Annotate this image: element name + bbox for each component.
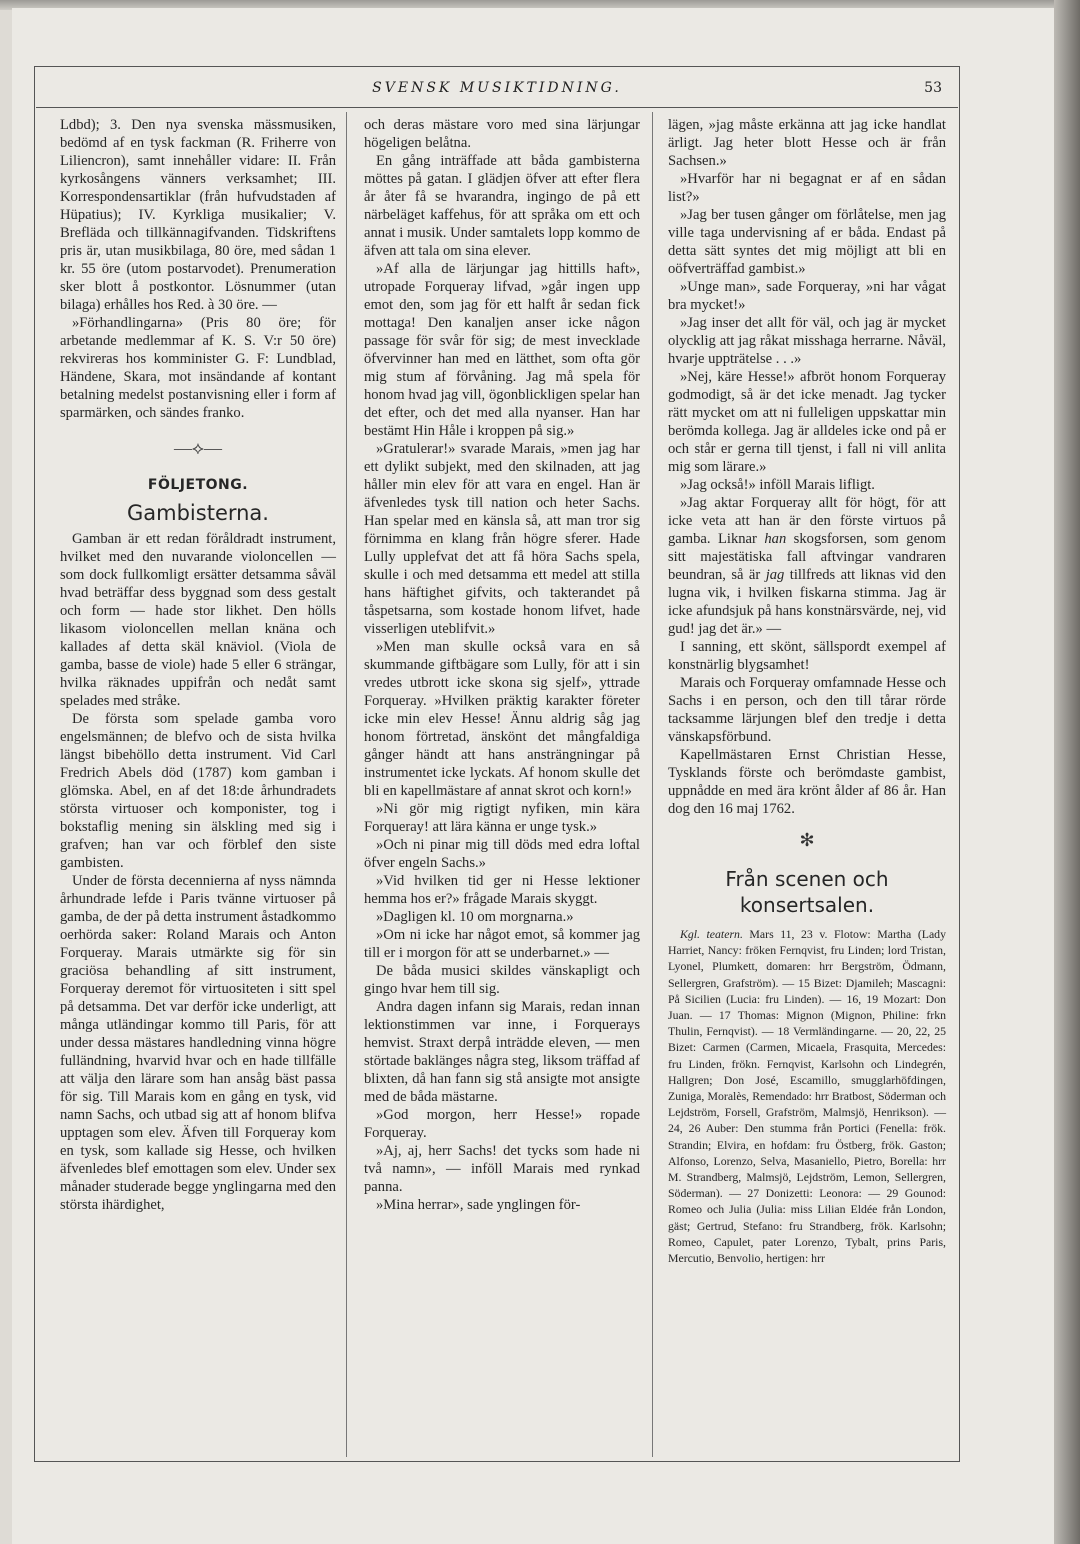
italic-word: jag [765,567,785,583]
story-paragraph: »Mina herrar», sade ynglingen för- [376,1197,581,1213]
running-header [36,78,958,102]
story-paragraph: De första som spelade gamba voro engelsmännen; de blefvo och de sista hvilka längst bibehöllo detta instrument. Vid Carl Fredrich Abels död (1787) kom gamban i glömska. Abel, en af det 18:de århundradets största virtuoser och komponister, tog i bokstaflig mening sin älskling med sig i grafven; han var och förblef den siste gambisten. [60,711,336,871]
story-paragraph: En gång inträffade att båda gambisterna möttes på gatan. I glädjen öfver att efter flera år åter få se hvarandra, ingingo de på ett närbeläget kaffehus, för att språka om ett och annat i musik. Under samtalets lopp kommo de äfven att tala om sina elever. [364,153,640,259]
column1-notice: »Förhandlingarna» (Pris 80 öre; för arbetande medlemmar af K. S. V:r 50 öre) rekvireras hos komminister G. F: Lundblad, Händene, Skara, mot insändande af kontant betalning medelst postanvisning eller i form af sparmärken, och sändes franko. [60,315,336,421]
column-2 [364,116,640,1214]
story-paragraph: »Ni gör mig rigtigt nyfiken, min kära Forqueray! att lära känna er unge tysk.» [364,801,640,835]
story-paragraph: Gamban är ett redan föråldradt instrument, hvilket med den nuvarande violoncellen — som dock fullkomligt ersätter detsamma såväl hvad beträffar dess byggnad som dess gestalt och form — hade stor likhet. Den hölls likasom violoncellen mellan knäna och kallades af detta skäl knäviol. (Viola de gamba, basse de viole) hade 5 eller 6 strängar, hvilka räknades uppifrån och nedåt samt spelades med stråke. [60,531,336,709]
column1-intro: Ldbd); 3. Den nya svenska mässmusiken, bedömd af en tysk fackman (R. Friherre von Liliencron), samt innehåller vidare: II. Från kyrkosångens vänners verksamhet; III. Korrespondensartiklar (från hufvudstaden af Hüpatius); IV. Kyrkliga musikalier; V. Brefläda och tillkännagifvanden. Tidskriftens pris är, utan musikbilaga, 80 öre, med sådan 1 kr. 55 öre (utom postarvodet). Prenumeration sker blott å postkontor. Lösnummer (utan bilaga) erhålles hos Red. à 30 öre. — [60,117,336,313]
story-paragraph: »Jag inser det allt för väl, och jag är mycket olycklig att jag råkat misshaga herrarne. Nåväl, hvarje uppträtelse . . .» [668,315,946,367]
text-run: »Jag aktar Forqueray allt för högt, för att icke veta att han är den förste virtuos på gamba. Liknar [668,495,946,547]
story-paragraph: Under de första decennierna af nyss nämnda århundrade lefde i Paris tvänne virtuoser på gamba, de der på detta instrument åstadkommo oerhörda saker: Roland Marais och Anton Forqueray. Marais utmärkte sig för sin graciösa behandling af sitt instrument, Forqueray deremot för virtuositeten i sitt spel på detsamma. Det var derför icke underligt, att många utländingar kommo till Paris, för att under dessa mästares handledning vinna högre fulländning, hvarvid hvar och en hade tillfälle att välja den lärare som han ansåg bäst passa för sig. Till Marais kom en gång en tysk, vid namn Sachs, och utbad sig att af honom blifva upptagen som elev. Äfven till Forqueray kom en tysk, som kallade sig Hesse, och hvilken äfvenledes blef emottagen som elev. Under sex månader studerade begge ynglingarna med den största ihärdighet, [60,873,336,1213]
story-paragraph: lägen, »jag måste erkänna att jag icke handlat ärligt. Jag heter blott Hesse och är från Sachsen.» [668,117,946,169]
story-paragraph: Kapellmästaren Ernst Christian Hesse, Tysklands förste och berömdaste gambist, uppnådde en med ära krönt ålder af 86 år. Han dog den 16 maj 1762. [668,747,946,817]
story-paragraph: »Dagligen kl. 10 om morgnarna.» [376,909,574,925]
story-title: Gambisterna. [127,501,269,525]
ornament-flourish: —⟡— [174,438,222,458]
story-paragraph: »Vid hvilken tid ger ni Hesse lektioner hemma hos er?» frågade Marais skyggt. [364,873,640,907]
story-paragraph [668,494,946,638]
header-rule [36,107,958,108]
journal-title: SVENSK MUSIKTIDNING. [372,80,622,96]
theatre-listing [668,926,946,1266]
section-title: Från scenen och konsertsalen. [725,867,889,917]
story-paragraph: I sanning, ett skönt, sällspordt exempel af konstnärlig blygsamhet! [668,639,946,673]
story-paragraph: »Gratulerar!» svarade Marais, »men jag har ett dylikt subjekt, med den skilnaden, att jag håller min elev för att vara en engel. Han är äfvenledes tysk till nation och heter Sachs. Han spelar med en känsla så, att man tror sig förnimma en klang från högre sferer. Hade Lully upplefvat det att få höra Sachs spela, skulle i och med detsamma ett medel att stilla hans häftighet gifvits, och takterandet på tåspetsarna, som kostade honom lifvet, hade visserligen uteblifvit.» [364,441,640,637]
story-paragraph: De båda musici skildes vänskapligt och gingo hvar hem till sig. [364,963,640,997]
story-paragraph: »Af alla de lärjungar jag hittills haft», utropade Forqueray lifvad, »går ingen upp emot den, som jag för ett halft år sedan fick mottaga! Den kanaljen anser icke någon passage för svår för sig; de mest invecklade öfvervinner han med en lätthet, som ofta gör mig stum af förvåning. Jag må spela för honom hvad jag vill, ögonblickligen spelar han det efter, och det med alla nyanser. Han har bestämt Hin Håle i kroppen på sig.» [364,261,640,439]
story-paragraph: »Hvarför har ni begagnat er af en sådan list?» [668,171,946,205]
italic-word: han [764,531,787,547]
column-divider-2 [652,112,653,1457]
story-paragraph: »God morgon, herr Hesse!» ropade Forqueray. [364,1107,640,1141]
page-number: 53 [924,80,942,96]
story-paragraph: Marais och Forqueray omfamnade Hesse och Sachs i en person, och den till tårar rörde tacksamme lärjungen blef den tredje i detta vänskapsförbund. [668,675,946,745]
listing-lead: Kgl. teatern. [680,927,743,941]
story-paragraph: och deras mästare voro med sina lärjungar högeligen belåtna. [364,117,640,151]
text-run: tillfreds att liknas vid den lugna vik, i hvilken fiskarna stimma. Jag är icke afundsjuk på hans konstnärsvärde, nej, vid gud! jag det är.» — [668,567,946,637]
listing-text: Mars 11, 23 v. Flotow: Martha (Lady Harriet, Nancy: fröken Fernqvist, fru Linden; lord Tristan, Lyonel, Plumkett, domaren: hrr Bergström, Ödmann, Sellergren, Grafström). — 15 Bizet: Djamileh; Mascagni: På Sicilien (Lucia: fru Linden). — 16, 19 Mozart: Don Juan. — 17 Thomas: Mignon (Mignon, Philine: frkn Thulin, Fernqvist). — 18 Vermländingarne. — 20, 22, 25 Bizet: Carmen (Carmen, Micaela, Frasquita, Mercedes: fru Linden, frökn. Fernqvist, Karlsohn och Lindegrén, Hallgren; Don José, Escamillo, smugglarhöfdingen, Zuniga, Moralès, Remendado: hrr Bratbost, Söderman och Lejdström, Forsell, Grafström, Malmsjö, Henrikson). — 24, 26 Auber: Den stumma från Portici (Fenella: frök. Strandin; Elvira, en hofdam: fru Östberg, frök. Gaston; Alfonso, Lorenzo, Selva, Masaniello, Pietro, Borella: hrr M. Strandberg, Malmsjö, Lejdström, Lemon, Sellergren, Söderman). — 27 Donizetti: Leonora: — 29 Gounod: Romeo och Julia (Julia: miss Lilian Eldée från London, gäst; Gertrud, Stefano: fru Strandberg, frök. Karlsohn; Romeo, Capulet, pater Lorenzo, Tybalt, prins Paris, Mercutio, Benvolio, hertigen: hrr [668,927,946,1266]
column-divider-1 [346,112,347,1457]
column-3 [668,116,946,1266]
column-1 [60,116,336,1214]
text-run: skogsforsen, som genom sitt majestätiska fall aftvingar vandraren beundran, så är [668,531,946,583]
story-paragraph: »Unge man», sade Forqueray, »ni har vågat bra mycket!» [668,279,946,313]
ornament-asterisk: ✻ [799,830,815,850]
story-paragraph: »Jag också!» inföll Marais lifligt. [680,477,875,493]
section-label: FÖLJETONG. [147,477,249,493]
story-paragraph: »Aj, aj, herr Sachs! det tycks som hade ni två namn», — inföll Marais med rynkad panna. [364,1143,640,1195]
story-paragraph: »Och ni pinar mig till döds med edra loftal öfver engeln Sachs.» [364,837,640,871]
book-binding-edge [1054,0,1080,1544]
story-paragraph: »Men man skulle också vara en så skummande giftbägare som Lully, för att i sin vredes utbrott icke skona sig sjelf», yttrade Forqueray. »Hvilken präktig karakter företer icke min elev Hesse! Ännu aldrig såg jag honom förtretad, änskönt det mångfaldiga gånger händt att hans ansträngningar på instrumentet icke lyckats. Af honom skulle det bli en kapellmästare af annat skrot och korn!» [364,639,640,799]
story-paragraph: »Nej, käre Hesse!» afbröt honom Forqueray godmodigt, så är det icke menadt. Jag tycker rätt mycket om att ni fulleligen uppskattar min berömda kollega. Jag är alldeles icke ond på er och står er gerna till tjenst, i fall ni vill anlita mig som lärare.» [668,369,946,475]
story-paragraph: »Om ni icke har något emot, så kommer jag till er i morgon för att se underbarnet.» — [364,927,640,961]
story-paragraph: Andra dagen infann sig Marais, redan innan lektionstimmen var inne, i Forquerays hemvist. Straxt derpå inträdde eleven, — men störtade baklänges några steg, liksom träffad af blixten, då han fann sig stå ansigte mot ansigte med de båda mästarne. [364,999,640,1105]
story-paragraph: »Jag ber tusen gånger om förlåtelse, men jag ville taga undervisning af er båda. Endast på detta sätt syntes det mig möjligt att bli en oöfverträffad gambist.» [668,207,946,277]
